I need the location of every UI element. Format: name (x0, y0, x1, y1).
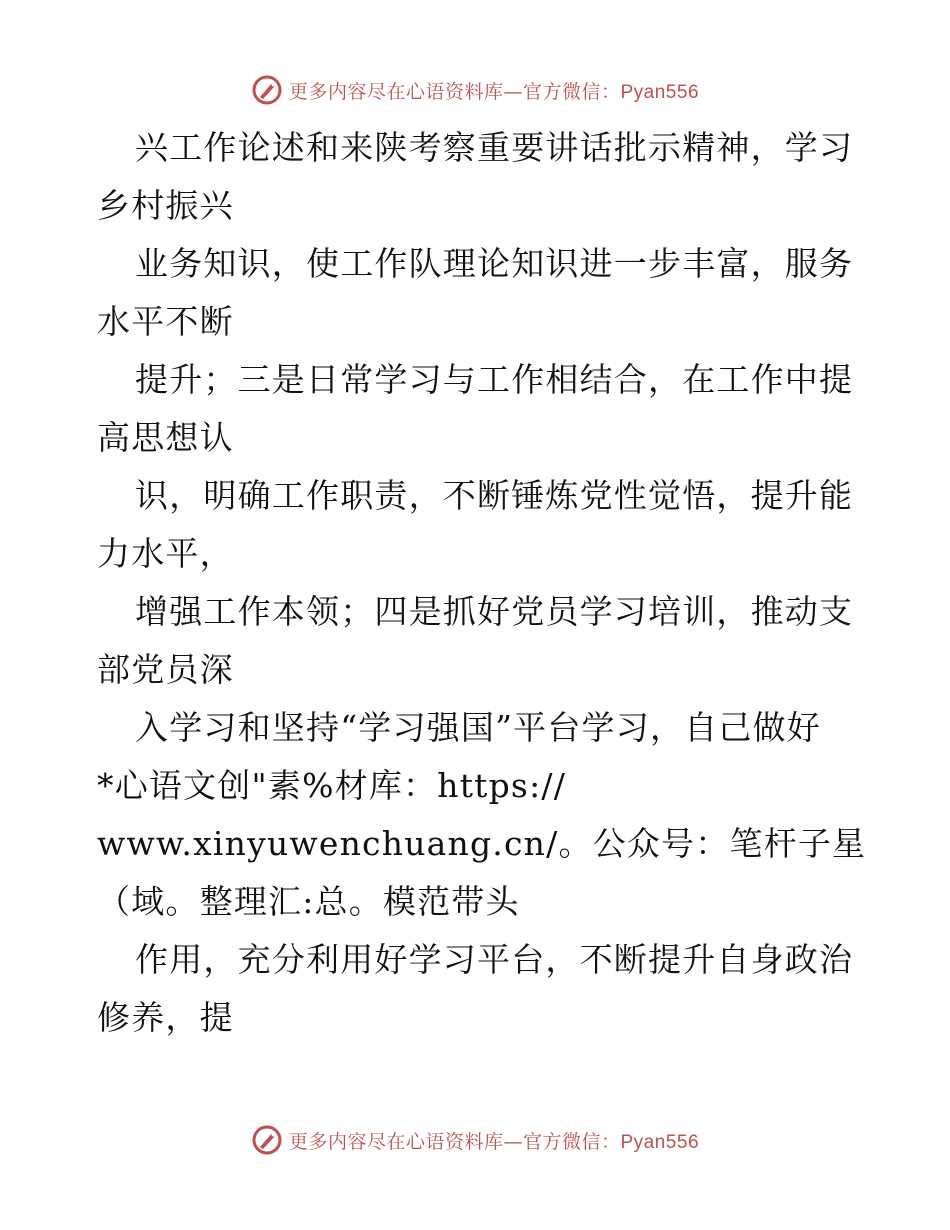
text-line: 乡村振兴 (97, 186, 234, 225)
banner-text (289, 77, 699, 104)
text-line: www.xinyuwenchuang.cn/。公众号：笔杆子星 (97, 824, 867, 863)
text-line: 提升；三是日常学习与工作相结合，在工作中提 (135, 360, 854, 399)
banner-title: 更多内容尽在心语资料库 (288, 80, 504, 103)
text-line: 部党员深 (97, 650, 234, 689)
text-line: 修养，提 (97, 998, 234, 1037)
banner-wechat-label: 官方微信： (522, 1130, 621, 1153)
text-line: 作用，充分利用好学习平台，不断提升自身政治 (135, 940, 854, 979)
text-line: 兴工作论述和来陕考察重要讲话批示精神，学习 (135, 128, 854, 167)
banner-title: 更多内容尽在心语资料库 (288, 1130, 504, 1153)
text-line: 业务知识，使工作队理论知识进一步丰富，服务 (135, 244, 854, 283)
banner-wechat-id: Pyan556 (620, 1131, 700, 1153)
text-line: 高思想认 (97, 418, 234, 457)
text-line: 识，明确工作职责，不断锤炼党性觉悟，提升能 (135, 476, 854, 515)
footer-banner (0, 1120, 950, 1160)
banner-separator: — (503, 80, 523, 103)
pen-logo-icon (251, 74, 283, 106)
header-banner (0, 70, 950, 110)
banner-wechat-label: 官方微信： (522, 80, 621, 103)
text-line: 力水平， (97, 534, 234, 573)
text-line: 水平不断 (97, 302, 234, 341)
banner-separator: — (503, 1130, 523, 1153)
text-line: 入学习和坚持“学习强国”平台学习，自己做好 (135, 708, 821, 747)
banner-wechat-id: Pyan556 (620, 81, 700, 103)
pen-logo-icon (251, 1124, 283, 1156)
text-line: 增强工作本领；四是抓好党员学习培训，推动支 (135, 592, 854, 631)
text-line: （域。整理汇:总。模范带头 (97, 882, 520, 921)
text-line: *心语文创"素%材库：https:// (97, 766, 567, 805)
banner-text (289, 1127, 699, 1154)
